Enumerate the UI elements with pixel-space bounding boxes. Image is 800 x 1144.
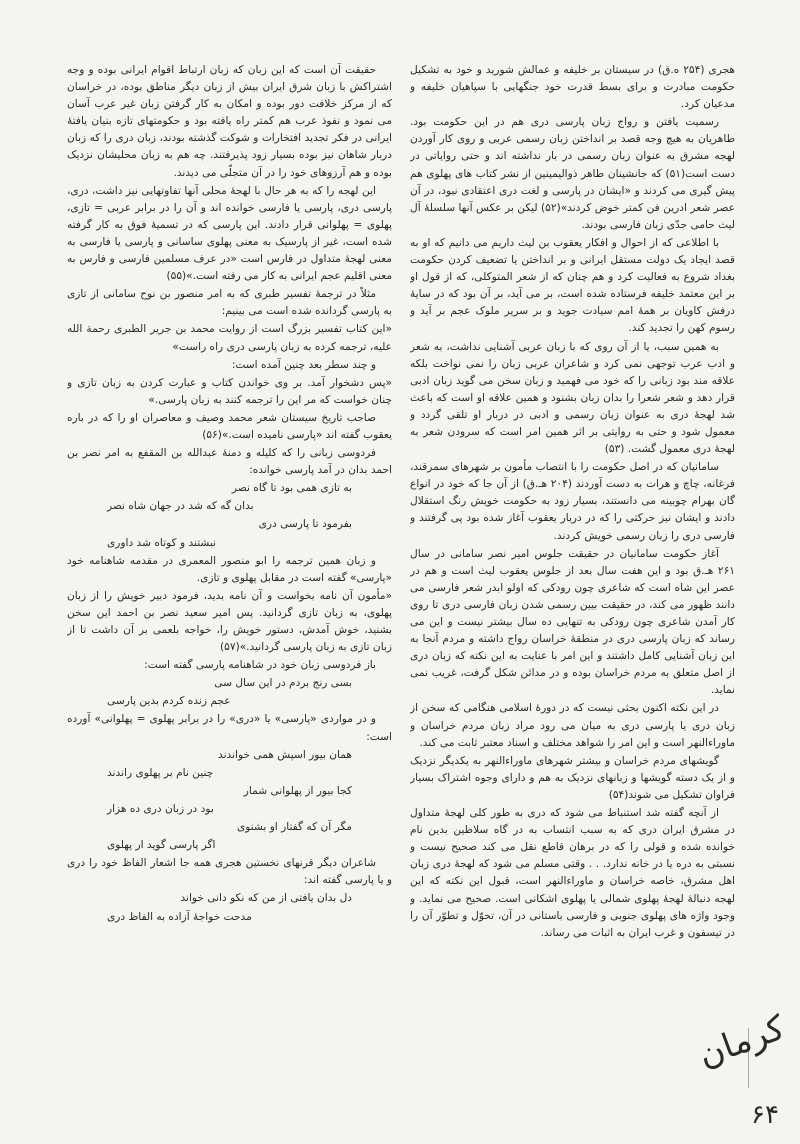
verse-line: مگر آن که گفتار او بشنوی <box>236 821 352 834</box>
verse-line: بسی رنج بردم در این سال سی <box>214 677 352 690</box>
magazine-logo: کرمان <box>693 1007 790 1076</box>
paragraph: به همین سبب، یا از آن روی که با زبان عربی آشنایی نداشت، به شعر و ادب عرب توجهی نمی کرد و شاعران عربی زبان را نمی نواخت بلکه علاقه مند بود زبانی را که خود می فهمید و زبان سخن می گوید زبان ادبی قرار دهد و شعر شعرا را بدان زبان بشنود و همین علاقه او است که باعث شد لهجهٔ دری به عنوان زبان رسمی و ادبی در دربار او تلقی گردد و معمول شود و حتی به روایتی بر اثر همین امر است که سرودن شعر به لهجهٔ دری معمول گشت. (۵۳) <box>410 340 735 456</box>
paragraph: و زبان همین ترجمه را ابو منصور المعمری در مقدمه شاهنامه خود «پارسی» گفته است در مقابل پهلوی و تازی. <box>67 554 392 584</box>
paragraph: باز فردوسی زبان خود در شاهنامه پارسی گفته است: <box>144 659 376 672</box>
verse-line: مدحت خواجهٔ آزاده به الفاظ دری <box>107 910 252 923</box>
paragraph: و در مواردی «پارسی» یا «دری» را در برابر پهلوی = پهلوانی» آورده است: <box>67 713 392 743</box>
verse-line: بدان گه که شد در جهان شاه نصر <box>107 500 254 513</box>
paragraph: گویشهای مردم خراسان و بیشتر شهرهای ماوراءالنهر به یکدیگر نزدیک و از یک دسته گویشها و زبانهای نزدیک به هم و دارای وجوه اشتراک بسیار فراوان تشکیل می شوند(۵۴) <box>410 754 735 801</box>
paragraph: از آنچه گفته شد استنباط می شود که دری به طور کلی لهجهٔ متداول در مشرق ایران دری که به سبب انتساب به در گاه سلاطین بدین نام خوانده شده و قولی را که در برهان قاطع نقل می کند صحیح نیست و نسبتی به دره یا در خانه ندارد. . . وقتی مسلم می شود که لهجهٔ دری زبان اهل مشرق، خاصه خراسان و ماوراءالنهر است، قبول این نکته که این لهجه دنبالهٔ لهجهٔ پهلوی شمالی یا پهلوی اشکانی است. صحیح می نماید. و وجود واژه های پهلوی جنوبی و فارسی باستانی در آن، تحوّل و تطوّر آن را در تیسفون و غرب ایران به اثبات می رساند. <box>410 807 735 939</box>
verse-line: اگر پارسی گوید ار پهلوی <box>107 839 216 852</box>
paragraph: «مأمون آن نامه بخواست و آن نامه بدید، فرمود دبیر خویش را از زبان پهلوی، به زبان تازی گردانید. پس امیر سعید نصر بن احمد این سخن بشنید، خوش آمدش، دستور خویش را، خواجه بلعمی بر آن داشت تا از زبان تازی به زبان پارسی گردانید.»(۵۷) <box>67 589 392 654</box>
verse-line: نبشتند و کوتاه شد داوری <box>107 536 216 549</box>
paragraph: هجری (۲۵۴ ه.ق) در سیستان بر خلیفه و عمالش شورید و خود به تشکیل حکومت مبادرت و برای بسط قدرت خود جنگهایی با سپاهیان خلیفه و مدعیان کرد. <box>410 64 735 111</box>
paragraph: شاعران دیگر قرنهای نخستین هجری همه جا اشعار الفاظ خود را دری و یا پارسی گفته اند: <box>67 857 392 887</box>
paragraph: صاحب تاریخ سیستان شعر محمد وصیف و معاصران او را که در باره یعقوب گفته اند «پارسی نامیده است.»(۵۶) <box>67 411 392 441</box>
verse-line: کجا بیور از پهلوانی شمار <box>243 784 352 797</box>
verse-line: بود در زبان دری ده هزار <box>107 802 214 815</box>
paragraph: مثلاً در ترجمهٔ تفسیر طبری که به امر منصور بن نوح سامانی از تازی به پارسی گردانده شده است می بینیم: <box>67 288 392 318</box>
paragraph: با اطلاعی که از احوال و افکار یعقوب بن لیث داریم می دانیم که او به قصد ایجاد یک دولت مستقل ایرانی و بر انداختن یا تضعیف کردن حکومت بغداد شروع به فعالیت کرد و هم چنان که از شعر المتوکلی، که از قول او بر این معتمد خلیفه فرستاده شده است، بر می آید، بر آن بود که در سایهٔ درفش کاویان بر همهٔ امم سیادت جوید و بر سریر ملوک عجم بر آید و رسوم کهن را تجدید کند. <box>410 236 735 335</box>
verse-line: بفرمود تا پارسی دری <box>258 518 352 531</box>
paragraph: این لهجه را که به هر حال با لهجهٔ محلی آنها تفاوتهایی نیز داشت، دری، پارسی دری، پارسی یا فارسی خوانده اند و آن را در برابر عربی = تازی، پهلوی = پهلوانی قرار دادند. این پارسی که در تسمیهٔ فوق به کار گرفته شده است، غیر از پارسیک به معنی پهلوی ساسانی و پارسی یا فارسی به معنی لهجهٔ متداول در فارس است «در عرف مسلمین فارسی و فارس به معنی اقلیم عجم ایرانی به کار می رفته است.»(۵۵) <box>67 184 392 283</box>
verse-line: عجم زنده کردم بدین پارسی <box>107 695 231 708</box>
paragraph: «این کتاب تفسیر بزرگ است از روایت محمد بن جریر الطبری رحمة الله علیه، ترجمه کرده به زبان پارسی دری راه راست» <box>67 323 392 353</box>
left-text-column <box>67 62 392 1128</box>
verse-line: دل بدان یافتی از من که نکو دانی خواند <box>180 892 352 905</box>
paragraph: «پس دشخوار آمد. بر وی خواندن کتاب و عبارت کردن به زبان تازی و چنان خواست که مر این را ترجمه کنند به زبان پارسی.» <box>67 376 392 406</box>
verse-line: به تازی همی بود تا گاه نصر <box>231 482 352 495</box>
paragraph: فردوسی زبانی را که کلیله و دمنهٔ عبدالله بن المقفع به امر نصر بن احمد بدان در آمد پارسی خوانده: <box>67 447 392 477</box>
paragraph: رسمیت یافتن و رواج زبان پارسی دری هم در این حکومت بود. طاهریان به هیچ وجه قصد بر انداختن زبان رسمی عربی و روی کار آوردن لهجه مشرق به عنوان زبان رسمی در بار نداشته اند و حتی روایاتی در دست است(۵۱) که جانشینان طاهر ذوالیمینین از نشر کتاب های پهلوی هم پیش گیری می کردند و «ایشان در پارسی و لغت دری اعتقادی نبود، در آن عصر شعر ادرین فن کمتر خوض کردند»(۵۲) لیکن بر عکس آنها سلسلهٔ آل لیث حامی جدّی زبان فارسی بودند. <box>410 116 735 231</box>
paragraph: سامانیان که در اصل حکومت را با انتصاب مأمون بر شهرهای سمرقند، فرغانه، چاچ و هرات به دست آوردند (۲۰۴ هـ.ق) از آن جا که خود در انواع گان بهرام چوبینه می دانستند، بسیار زود به حکومت خویش رنگ استقلال دادند و ایشان نیز حرکتی را که در دربار یعقوب آغاز شده بود پی گرفتند و فارسی دری را زبان رسمی خویش کردند. <box>410 461 735 542</box>
paragraph: آغاز حکومت سامانیان در حقیقت جلوس امیر نصر سامانی در سال ۲۶۱ هـ.ق بود و این هفت سال بعد از جلوس یعقوب لیث است و هم در عصر این شاه است که شاعری چون رودکی که اولو ابدر شعر فارسی می دانند ظهور می کند، در حقیقت بیین رسمی شدن زبان فارسی دری تا روی کار آمدن شاعری چون رودکی به تنهایی ده سال بیشتر نیست و این می رساند که زبان پارسی دری در منطقهٔ خراسان رواج داشته و مردم آنجا به این زبان آشنایی کامل داشتند و این امر با عنایت به این نکته که زبان دری از اصل متعلق به مردم خراسان بوده و در مدائن شکل گرفت، غریب نمی نماید. <box>410 547 735 697</box>
paragraph: و چند سطر بعد چنین آمده است: <box>231 358 376 371</box>
paragraph: حقیقت آن است که این زبان که زبان ارتباط اقوام ایرانی بوده و وجه اشتراکش با زبان شرق ایران بیش از زبان دیگر مناطق بوده، در خراسان که از مرکز خلافت دور بوده و امکان به کار گرفتن زبان غیر عرب آسان می نمود و نفوذ عرب هم کمتر راه یافته بود و حکومتهای تازه بنیان یافتهٔ ایرانی در فکر تجدید افتخارات و شوکت گذشته بودند، زبان دری را که زبان دربار شاهان نیز بوده بسیار زود پذیرفتند. چه هم به زبان محلیشان نزدیک بوده و هم آرزوهای خود را در آن متجلّی می دیدند. <box>67 64 392 179</box>
verse-line: همان بیور اسپش همی خواندند <box>218 748 352 761</box>
verse-line: چنین نام بر پهلوی راندند <box>107 766 214 779</box>
page-number: ۶۴ <box>751 1100 779 1130</box>
right-text-column <box>410 62 735 1128</box>
paragraph: در این نکته اکنون بحثی نیست که در دورهٔ اسلامی هنگامی که سخن از زبان دری یا پارسی دری به میان می رود مراد زبان مردم خراسان و ماوراءالنهر است و این امر را شواهد مختلف و اسناد معتبر ثابت می کند. <box>410 702 735 749</box>
